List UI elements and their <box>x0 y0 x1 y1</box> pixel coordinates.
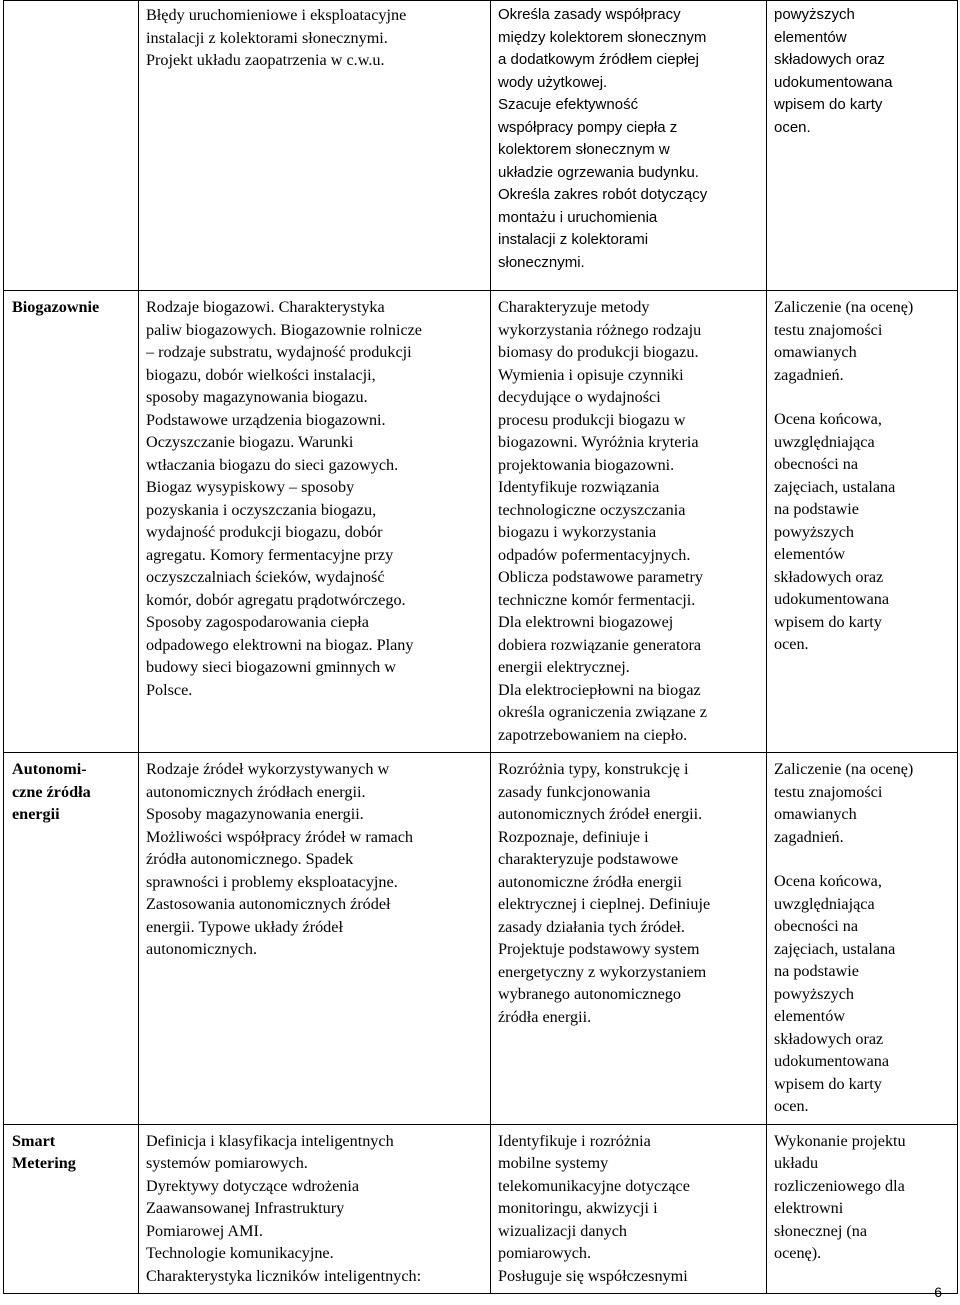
outcomes-text: Rozróżnia typy, konstrukcję i zasady funkcjonowania autonomicznych źródeł energii. Rozpoznaje, definiuje i charakteryzuje podstawowe autonomiczne źródła energii elektrycznej i cieplnej. Definiuje zasady działania tych źródeł. Projektuje podstawowy system energetyczny z wykorzystaniem wybranego autonomicznego źródła energii. <box>498 760 711 1026</box>
topic-text: Smart Metering <box>12 1131 76 1172</box>
outcomes-cell <box>491 1124 767 1294</box>
outcomes-cell <box>491 1 767 291</box>
content-cell <box>139 753 491 1125</box>
table-row <box>4 1124 958 1294</box>
assessment-text: Ocena końcowa, uwzględniająca obecności na zajęciach, ustalana na podstawie powyższych elementów składowych oraz udokumentowana wpisem do karty ocen. <box>774 410 896 653</box>
table-row <box>4 753 958 1125</box>
assessment-text: Zaliczenie (na ocenę) testu znajomości omawianych zagadnień. <box>774 760 914 846</box>
table-row <box>4 291 958 753</box>
assessment-cell <box>767 1 958 291</box>
outcomes-cell <box>491 291 767 753</box>
outcomes-text: Identyfikuje i rozróżnia mobilne systemy telekomunikacyjne dotyczące monitoringu, akwizycji i wizualizacji danych pomiarowych. Posługuje się współczesnymi <box>498 1131 690 1285</box>
content-text: Rodzaje biogazowi. Charakterystyka paliw biogazowych. Biogazownie rolnicze – rodzaje substratu, wydajność produkcji biogazu, dobór wielkości instalacji, sposoby magazynowania biogazu. Podstawowe urządzenia biogazowni. Oczyszczanie biogazu. Warunki wtłaczania biogazu do sieci gazowych. Biogaz wysypiskowy – sposoby pozyskania i oczyszczania biogazu, wydajność produkcji biogazu, dobór agregatu. Komory fermentacyjne przy oczyszczalniach ścieków, wydajność komór, dobór agregatu prądotwórczego. Sposoby zagospodarowania ciepła odpadowego elektrowni na biogaz. Plany budowy sieci biogazowni gminnych w Polsce. <box>146 298 422 699</box>
table-row <box>4 1 958 291</box>
topic-cell <box>4 291 139 753</box>
content-text: Rodzaje źródeł wykorzystywanych w autonomicznych źródłach energii. Sposoby magazynowania energii. Możliwości współpracy źródeł w ramach źródła autonomicznego. Spadek sprawności i problemy eksploatacyjne. Zastosowania autonomicznych źródeł energii. Typowe układy źródeł autonomicznych. <box>146 760 414 958</box>
assessment-text: Ocena końcowa, uwzględniająca obecności na zajęciach, ustalana na podstawie powyższych elementów składowych oraz udokumentowana wpisem do karty ocen. <box>774 872 896 1115</box>
syllabus-table <box>3 0 958 1294</box>
page-number: 6 <box>934 1284 942 1300</box>
assessment-cell <box>767 1124 958 1294</box>
outcomes-cell <box>491 753 767 1125</box>
topic-cell <box>4 1124 139 1294</box>
spacer <box>774 848 951 870</box>
content-cell <box>139 1 491 291</box>
content-cell <box>139 1124 491 1294</box>
content-cell <box>139 291 491 753</box>
topic-text: Autonomi- czne źródła energii <box>12 760 91 823</box>
topic-cell <box>4 1 139 291</box>
assessment-text: Wykonanie projektu układu rozliczeniowego dla elektrowni słonecznej (na ocenę). <box>774 1131 906 1262</box>
content-text: Definicja i klasyfikacja inteligentnych systemów pomiarowych. Dyrektywy dotyczące wdrożenia Zaawansowanej Infrastruktury Pomiarowej AMI. Technologie komunikacyjne. Charakterystyka liczników inteligentnych: <box>146 1131 422 1285</box>
outcomes-text: Określa zasady współpracy między kolektorem słonecznym a dodatkowym źródłem ciepłej wody użytkowej. Szacuje efektywność współpracy pompy ciepła z kolektorem słonecznym w układzie ogrzewania budynku. Określa zakres robót dotyczący montażu i uruchomienia instalacji z kolektorami słonecznymi. <box>498 6 708 271</box>
content-text: Błędy uruchomieniowe i eksploatacyjne instalacji z kolektorami słonecznymi. Projekt układu zaopatrzenia w c.w.u. <box>146 6 407 69</box>
assessment-text: Zaliczenie (na ocenę) testu znajomości omawianych zagadnień. <box>774 298 914 384</box>
topic-text: Biogazownie <box>12 298 100 316</box>
spacer <box>774 386 951 408</box>
assessment-cell <box>767 753 958 1125</box>
assessment-text: powyższych elementów składowych oraz udokumentowana wpisem do karty ocen. <box>774 6 893 136</box>
outcomes-text: Charakteryzuje metody wykorzystania różnego rodzaju biomasy do produkcji biogazu. Wymienia i opisuje czynniki decydujące o wydajności procesu produkcji biogazu w biogazowni. Wyróżnia kryteria projektowania biogazowni. Identyfikuje rozwiązania technologiczne oczyszczania biogazu i wykorzystania odpadów pofermentacyjnych. Oblicza podstawowe parametry techniczne komór fermentacji. Dla elektrowni biogazowej dobiera rozwiązanie generatora energii elektrycznej. Dla elektrociepłowni na biogaz określa ograniczenia związane z zapotrzebowaniem na ciepło. <box>498 298 707 744</box>
topic-cell <box>4 753 139 1125</box>
assessment-cell <box>767 291 958 753</box>
